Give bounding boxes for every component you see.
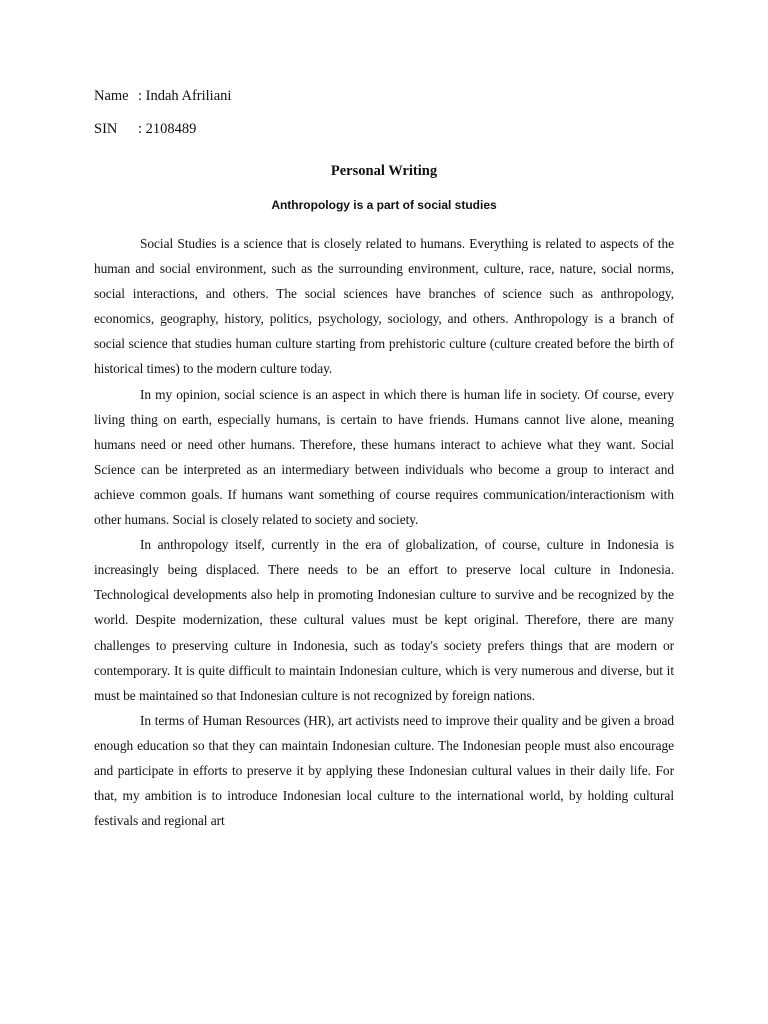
document-page <box>94 86 674 833</box>
name-label: Name <box>94 88 129 104</box>
paragraph: In anthropology itself, currently in the era of globalization, of course, culture in Indonesia is increasingly being displaced. There needs to be an effort to preserve local culture in Indonesia. Technological developments also help in promoting Indonesian culture to survive and be recognized by the world. Despite modernization, these cultural values must be kept original. Therefore, there are many challenges to preserving culture in Indonesia, such as today's society prefers things that are modern or contemporary. It is quite difficult to maintain Indonesian culture, which is very numerous and diverse, but it must be maintained so that Indonesian culture is not recognized by foreign nations. <box>94 537 674 703</box>
sin-label: SIN <box>94 121 118 137</box>
sin-row <box>94 119 674 139</box>
paragraph: In my opinion, social science is an aspect in which there is human life in society. Of course, every living thing on earth, especially humans, is certain to have friends. Humans cannot live alone, meaning humans need or need other humans. Therefore, these humans interact to achieve what they want. Social Science can be interpreted as an intermediary between individuals who become a group to interact and achieve common goals. If humans want something of course requires communication/interactionism with other humans. Social is closely related to society and society. <box>94 386 674 528</box>
name-value: : Indah Afriliani <box>138 88 232 104</box>
document-title: Personal Writing <box>330 163 438 179</box>
sin-value: : 2108489 <box>138 121 197 137</box>
paragraph: Social Studies is a science that is closely related to humans. Everything is related to aspects of the human and social environment, such as the surrounding environment, culture, race, nature, social norms, social interactions, and others. The social sciences have branches of science such as anthropology, economics, geography, history, politics, psychology, sociology, and others. Anthropology is a branch of social science that studies human culture starting from prehistoric culture (culture created before the birth of historical times) to the modern culture today. <box>94 236 674 377</box>
body-text <box>94 231 674 833</box>
document-subtitle: Anthropology is a part of social studies <box>271 198 497 212</box>
name-row <box>94 86 674 106</box>
paragraph: In terms of Human Resources (HR), art activists need to improve their quality and be given a broad enough education so that they can maintain Indonesian culture. The Indonesian people must also encourage and participate in efforts to preserve it by applying these Indonesian cultural values in their daily life. For that, my ambition is to introduce Indonesian local culture to the international world, by holding cultural festivals and regional art <box>94 712 674 829</box>
